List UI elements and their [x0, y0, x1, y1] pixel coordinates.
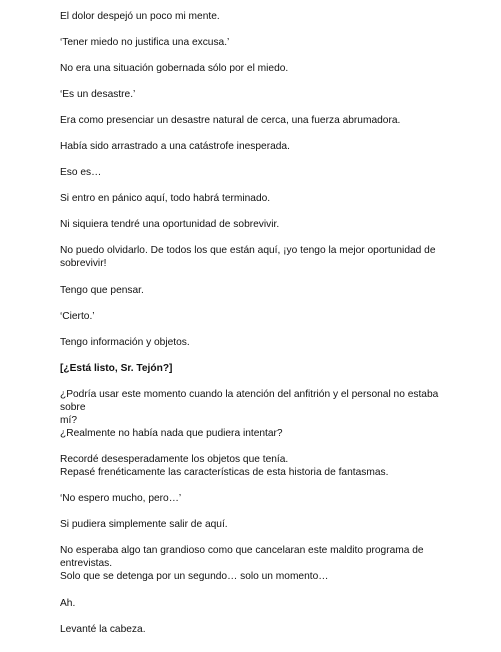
paragraph-20: [60, 544, 460, 583]
paragraph-4: [60, 88, 460, 101]
line: ‘Es un desastre.’: [60, 89, 136, 100]
paragraph-21: [60, 597, 460, 610]
paragraph-15: [60, 388, 460, 427]
line: Eso es…: [60, 167, 102, 178]
line: mí?: [60, 415, 77, 426]
bracketed-line: [60, 362, 460, 375]
line: Tengo información y objetos.: [60, 337, 190, 348]
line: ‘Tener miedo no justifica una excusa.’: [60, 37, 230, 48]
line: Si pudiera simplemente salir de aquí.: [60, 519, 228, 530]
paragraph-6: [60, 140, 460, 153]
line: Ah.: [60, 598, 76, 609]
line: No puedo olvidarlo. De todos los que están aquí, ¡yo tengo la mejor oportunidad de: [60, 245, 436, 256]
line: Era como presenciar un desastre natural de cerca, una fuerza abrumadora.: [60, 115, 401, 126]
paragraph-16: [60, 427, 460, 440]
line: Tengo que pensar.: [60, 285, 144, 296]
line: [¿Está listo, Sr. Tejón?]: [60, 363, 173, 374]
line: Si entro en pánico aquí, todo habrá terminado.: [60, 193, 271, 204]
line: El dolor despejó un poco mi mente.: [60, 11, 220, 22]
line: ‘No espero mucho, pero…’: [60, 493, 182, 504]
line: Ni siquiera tendré una oportunidad de sobrevivir.: [60, 219, 280, 230]
paragraph-5: [60, 114, 460, 127]
line: Repasé frenéticamente las características de esta historia de fantasmas.: [60, 467, 389, 478]
line: entrevistas.: [60, 558, 113, 569]
paragraph-18: [60, 492, 460, 505]
paragraph-3: [60, 62, 460, 75]
line: No esperaba algo tan grandioso como que cancelaran este maldito programa de: [60, 545, 424, 556]
paragraph-13: [60, 336, 460, 349]
paragraph-11: [60, 284, 460, 297]
paragraph-12: [60, 310, 460, 323]
line: Levanté la cabeza.: [60, 624, 146, 635]
paragraph-2: [60, 36, 460, 49]
line: No era una situación gobernada sólo por el miedo.: [60, 63, 289, 74]
paragraph-8: [60, 192, 460, 205]
paragraph-10: [60, 244, 460, 270]
line: ¿Podría usar este momento cuando la atención del anfitrión y el personal no estaba sobre: [60, 389, 439, 413]
line: Recordé desesperadamente los objetos que tenía.: [60, 454, 289, 465]
paragraph-7: [60, 166, 460, 179]
paragraph-1: [60, 10, 460, 23]
paragraph-9: [60, 218, 460, 231]
line: Había sido arrastrado a una catástrofe inesperada.: [60, 141, 290, 152]
line: ‘Cierto.’: [60, 311, 95, 322]
line: Solo que se detenga por un segundo… solo un momento…: [60, 571, 329, 582]
line: sobrevivir!: [60, 258, 107, 269]
line: ¿Realmente no había nada que pudiera intentar?: [60, 428, 283, 439]
paragraph-19: [60, 518, 460, 531]
paragraph-22: [60, 623, 460, 636]
paragraph-17: [60, 453, 460, 479]
